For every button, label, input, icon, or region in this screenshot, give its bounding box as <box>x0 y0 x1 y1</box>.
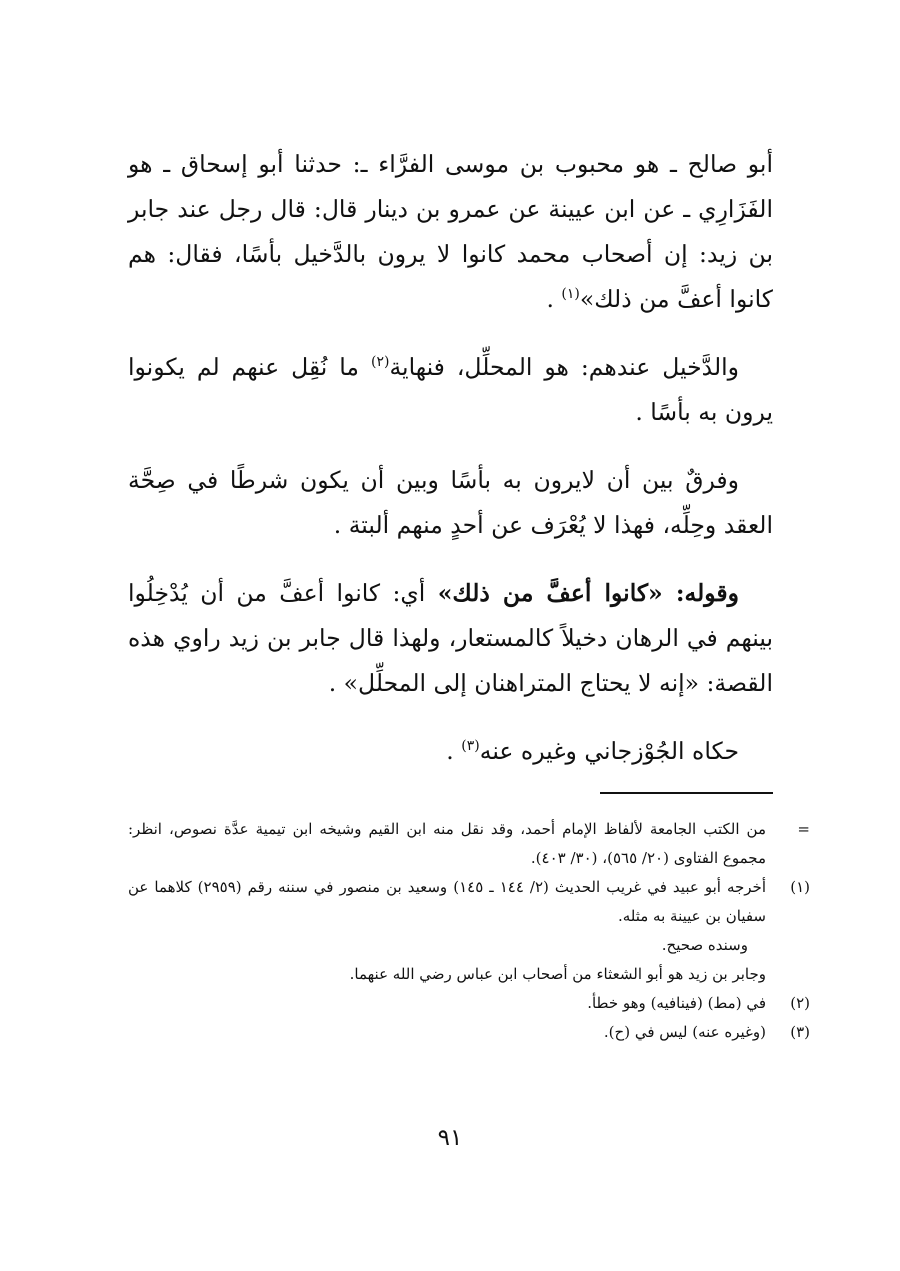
footnote-text: في (مط) (فينافيه) وهو خطأ. <box>587 994 766 1012</box>
paragraph-1-text: أبو صالح ـ هو محبوب بن موسى الفرَّاء ـ: حدثنا أبو إسحاق ـ هو الفَزَارِي ـ عن ابن عيينة عن عمرو بن دينار قال: قال رجل عند جابر بن زيد: إن أصحاب محمد كانوا لا يرون بالدَّخيل بأسًا، فقال: هم كانوا أعفَّ من ذلك» <box>128 150 773 313</box>
footnote-1-line-2 <box>128 931 810 960</box>
footnote-marker: = <box>797 820 810 838</box>
main-text <box>128 142 773 774</box>
footnote-ref-2: (٢) <box>370 354 390 370</box>
paragraph-5 <box>128 729 773 774</box>
footnote-marker <box>766 960 810 989</box>
footnote-3 <box>128 1018 810 1047</box>
footnote-2 <box>128 989 810 1018</box>
footnote-ref-1: (١) <box>561 286 580 302</box>
paragraph-1 <box>128 142 773 322</box>
footnote-separator <box>600 792 773 794</box>
footnote-text: (وغيره عنه) ليس في (ح). <box>603 1023 766 1041</box>
paragraph-2-text-b: ما نُقِل عنهم لم يكونوا يرون به بأسًا . <box>128 353 773 426</box>
paragraph-4 <box>128 571 773 706</box>
paragraph-1-end: . <box>546 285 562 313</box>
paragraph-3: وفرقٌ بين أن لايرون به بأسًا وبين أن يكون شرطًا في صِحَّة العقد وحِلِّه، فهذا لا يُعْرَف عن أحدٍ منهم ألبتة . <box>128 466 773 539</box>
footnote-1 <box>128 873 810 931</box>
footnote-marker: (١) <box>790 878 810 896</box>
footnote-text: من الكتب الجامعة لألفاظ الإمام أحمد، وقد نقل منه ابن القيم وشيخه ابن تيمية عدَّة نصوص، انظر: مجموع الفتاوى (٢٠/ ٥٦٥)، (٣٠/ ٤٠٣). <box>128 820 766 867</box>
footnote-marker: (٣) <box>790 1023 810 1041</box>
footnote-text: وجابر بن زيد هو أبو الشعثاء من أصحاب ابن عباس رضي الله عنهما. <box>349 965 766 983</box>
footnote-marker: (٢) <box>790 994 810 1012</box>
paragraph-2 <box>128 345 773 435</box>
paragraph-5-text: حكاه الجُوْزجاني وغيره عنه <box>479 737 739 765</box>
footnote-continued <box>128 815 810 873</box>
paragraph-4-text: أي: كانوا أعفَّ من أن يُدْخِلُوا بينهم في الرهان دخيلاً كالمستعار، ولهذا قال جابر بن زيد راوي هذه القصة: «إنه لا يحتاج المتراهنان إلى المحلِّل» . <box>128 579 773 697</box>
paragraph-2-text-a: والدَّخيل عندهم: هو المحلِّل، فنهاية <box>389 353 740 381</box>
footnote-text: أخرجه أبو عبيد في غريب الحديث (٢/ ١٤٤ ـ ١٤٥) وسعيد بن منصور في سننه رقم (٢٩٥٩) كلاهما عن سفيان بن عيينة به مثله. <box>128 878 766 925</box>
paragraph-5-end: . <box>446 737 462 765</box>
footnote-ref-3: (٣) <box>461 738 480 754</box>
footnotes <box>128 815 810 1047</box>
footnote-1-line-3 <box>128 960 810 989</box>
footnote-text: وسنده صحيح. <box>661 936 748 954</box>
quoted-phrase: وقوله: «كانوا أعفَّ من ذلك» <box>437 579 739 607</box>
page-number: ٩١ <box>437 1125 463 1151</box>
